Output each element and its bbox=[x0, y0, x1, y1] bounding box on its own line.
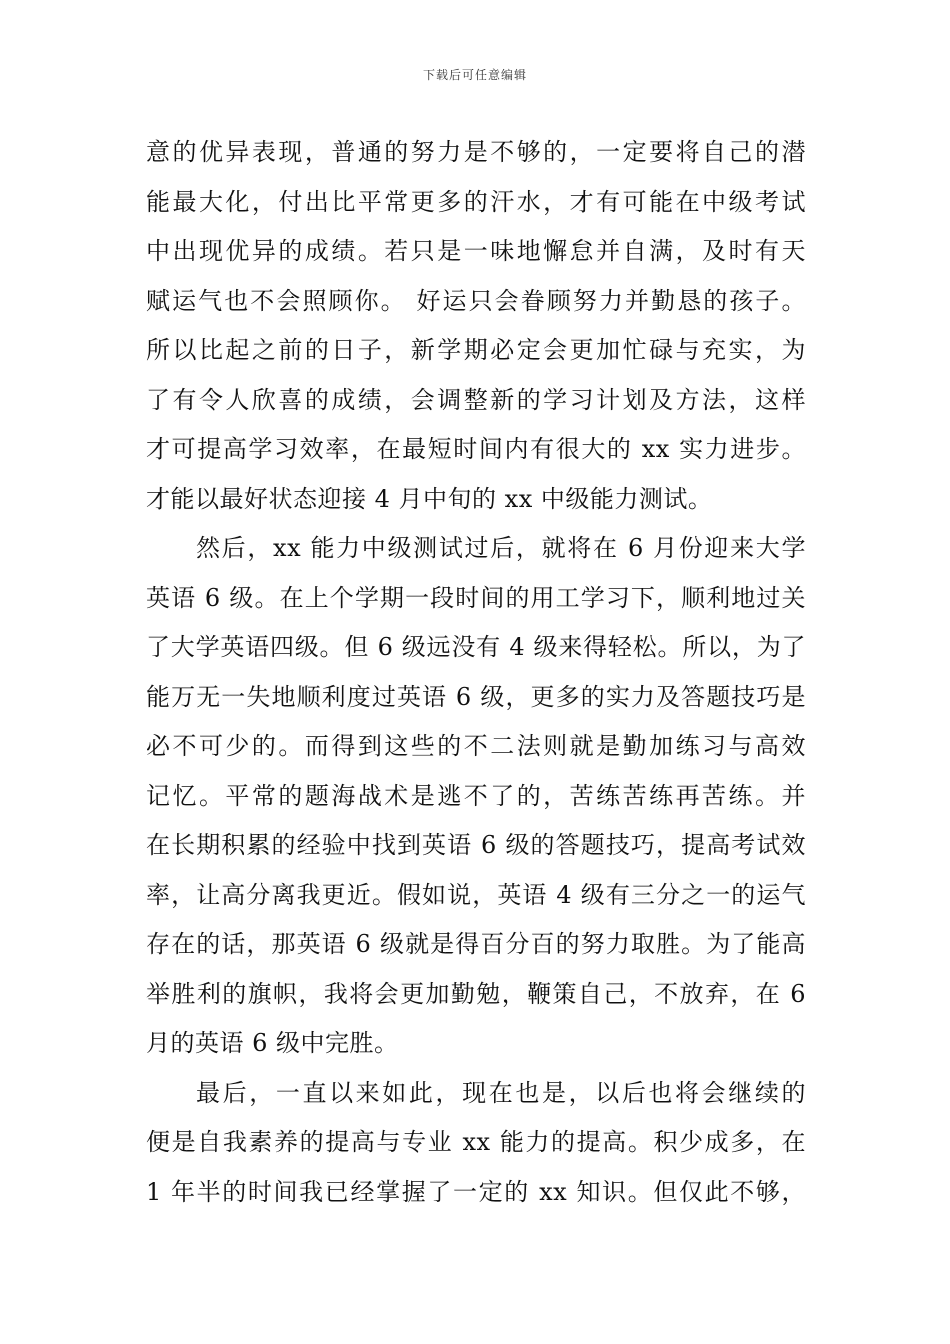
text-line: 了大学英语四级。但 6 级远没有 4 级来得轻松。所以，为了 bbox=[146, 633, 806, 661]
text-line: 率，让高分离我更近。假如说，英语 4 级有三分之一的运气 bbox=[146, 880, 806, 909]
text-line: 所以比起之前的日子，新学期必定会更加忙碌与充实，为 bbox=[146, 336, 806, 364]
paragraph-start-line: 然后，xx 能力中级测试过后，就将在 6 月份迎来大学 bbox=[196, 534, 806, 562]
text-line: 1 年半的时间我已经掌握了一定的 xx 知识。但仅此不够， bbox=[146, 1177, 806, 1206]
text-line: 存在的话，那英语 6 级就是得百分百的努力取胜。为了能高 bbox=[146, 930, 806, 958]
paragraph-end-line: 月的英语 6 级中完胜。 bbox=[146, 1029, 399, 1057]
document-body bbox=[146, 128, 806, 1217]
text-line: 必不可少的。而得到这些的不二法则就是勤加练习与高效 bbox=[146, 732, 806, 760]
text-line: 英语 6 级。在上个学期一段时间的用工学习下，顺利地过关 bbox=[146, 583, 806, 612]
text-line: 便是自我素养的提高与专业 xx 能力的提高。积少成多，在 bbox=[146, 1128, 806, 1156]
text-line: 举胜利的旗帜，我将会更加勤勉，鞭策自己，不放弃，在 6 bbox=[146, 979, 806, 1008]
text-line: 记忆。平常的题海战术是逃不了的，苦练苦练再苦练。并 bbox=[146, 781, 806, 810]
text-line: 赋运气也不会照顾你。 好运只会眷顾努力并勤恳的孩子。 bbox=[146, 286, 806, 315]
text-line: 能最大化，付出比平常更多的汗水，才有可能在中级考试 bbox=[146, 187, 806, 216]
paragraph-start-line: 最后，一直以来如此，现在也是，以后也将会继续的 bbox=[196, 1078, 806, 1107]
text-line: 能万无一失地顺利度过英语 6 级，更多的实力及答题技巧是 bbox=[146, 682, 806, 711]
text-line: 意的优异表现，普通的努力是不够的，一定要将自己的潜 bbox=[146, 138, 806, 166]
page-header: 下载后可任意编辑 bbox=[422, 68, 527, 82]
text-line: 在长期积累的经验中找到英语 6 级的答题技巧，提高考试效 bbox=[146, 831, 806, 859]
text-line: 才可提高学习效率，在最短时间内有很大的 xx 实力进步。 bbox=[146, 435, 806, 463]
text-line: 了有令人欣喜的成绩，会调整新的学习计划及方法，这样 bbox=[146, 385, 806, 414]
paragraph-end-line: 才能以最好状态迎接 4 月中旬的 xx 中级能力测试。 bbox=[146, 484, 713, 513]
text-line: 中出现优异的成绩。若只是一味地懈怠并自满，及时有天 bbox=[146, 237, 806, 265]
